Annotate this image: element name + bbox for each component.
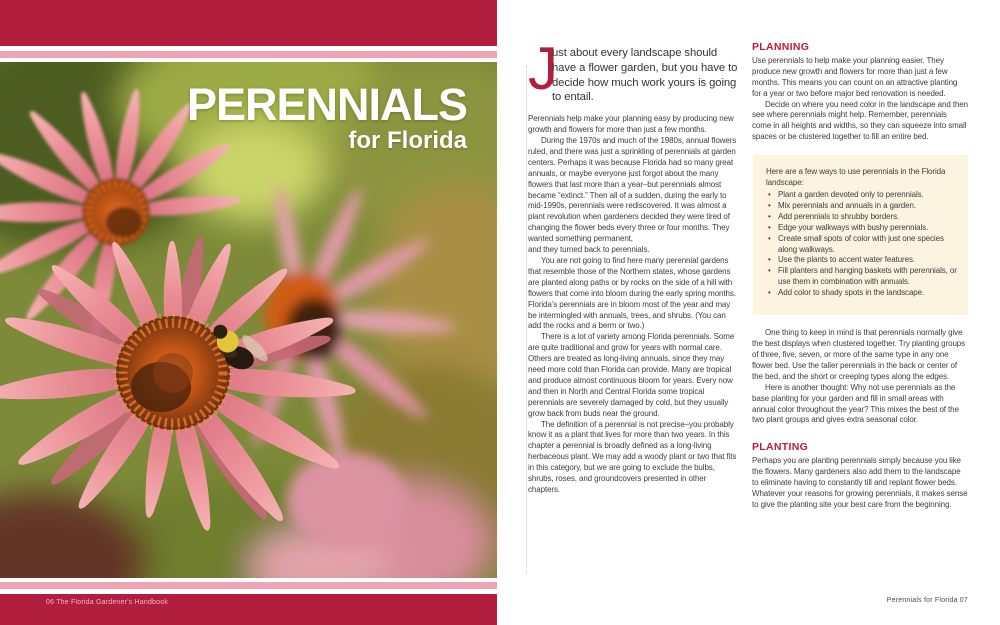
intro-text: ust about every landscape should have a flower garden, but you have to decide how much work yours is going to entail.	[552, 47, 738, 104]
chapter-subtitle: for Florida	[348, 127, 467, 154]
list-item: • Fill planters and hanging baskets with perennials, or use them in combination with annuals.	[766, 266, 958, 288]
top-pink-stripe	[0, 51, 497, 58]
paragraph: During the 1970s and much of the 1980s, annual flowers ruled, and there was just a sprinkling of perennials at garden centers. Perhaps it was because Florida had so many great annuals, or maybe everyone just forgot about the many flowers that last more than a year–but perennials almost became “extinct.” Then all of a sudden, during the early to mid-1990s, perennials were rediscovered. It was almost a plant revolution when gardeners decided they were tired of changing the flower beds every three or four months. They wanted something permanent,	[528, 136, 737, 244]
bottom-pink-stripe	[0, 582, 497, 589]
left-page	[0, 0, 497, 625]
cover-photo	[0, 62, 497, 578]
top-red-banner	[0, 0, 497, 46]
perennial-uses-box	[753, 155, 968, 315]
paragraph: You are not going to find here many perennial gardens that resemble those of the Northern states, whose gardens are planted along paths or by rocks on the side of a hill with flowers that come into bloom during the early spring months. Florida’s perennials are in bloom most of the year and may be intermingled with annuals, trees, and shrubs. (You can add the rocks and a berm or two.)	[528, 255, 736, 331]
paragraph: One thing to keep in mind is that perennials normally give the best displays when clustered together. Try planting groups of three, five, seven, or more of the same type in any one flower bed. Use the taller perennials in the back or center of the bed, and the short or creeping types along the edges.	[752, 328, 966, 381]
paragraph: and they turned back to perennials.	[528, 245, 650, 255]
paragraph: Decide on where you need color in the landscape and then see where perennials might help. Remember, perennials come in all heights and widths, so they can squeeze into small spaces or be clustered together to fill an entire bed.	[752, 99, 968, 142]
drop-cap: J	[528, 45, 558, 102]
paragraph: Perennials help make your planning easy by producing new growth and flowers for more than just a few months.	[528, 114, 734, 135]
list-item: • Plant a garden devoted only to perennials.	[766, 190, 958, 201]
perennial-uses-list	[766, 190, 958, 299]
planting-heading: PLANTING	[752, 441, 809, 454]
list-item: • Add color to shady spots in the landscape.	[766, 288, 958, 299]
chapter-title: PERENNIALS	[186, 79, 467, 130]
list-item: • Use the plants to accent water features.	[766, 255, 958, 266]
list-item: • Add perennials to shrubby borders.	[766, 212, 958, 223]
paragraph: Perhaps you are planting perennials simply because you like the flowers. Many gardeners also add them to the landscape to eliminate having to constantly till and replant flower beds. Whatever your reasons for growing perennials, it makes sense to give the planting site your best care from the beginning.	[752, 456, 968, 509]
chapter-title-block	[186, 79, 467, 154]
paragraph: The definition of a perennial is not precise–you probably know it as a plant that lives for more than two years. In this chapter a perennial is broadly defined as a long-living herbaceous plant. We may add a woody plant or two that fits in this category, but we are going to exclude the bulbs, shrubs, roses, and groundcovers presented in other chapters.	[528, 419, 737, 494]
left-page-folio: 06 The Florida Gardener's Handbook	[46, 599, 169, 606]
list-item: • Mix perennials and annuals in a garden.	[766, 201, 958, 212]
planning-heading: PLANNING	[752, 42, 810, 53]
list-item: • Edge your walkways with bushy perennials.	[766, 223, 958, 234]
body-column-left	[528, 45, 738, 580]
box-intro: Here are a few ways to use perennials in the Florida landscape:	[766, 167, 946, 188]
intro-paragraph	[528, 45, 738, 105]
paragraph: Use perennials to help make your planning easier. They produce new growth and flowers for more than just a few months. This means you can count on an attractive planting for a year or two before major bed renovation is needed.	[752, 55, 958, 98]
right-page-folio: Perennials for Florida 07	[886, 597, 968, 604]
paragraph: Here is another thought: Why not use perennials as the base planting for your garden and fill in small areas with annual color throughout the year? This mixes the best of the two plant groups and gives extra seasonal color.	[752, 382, 959, 425]
body-column-right	[752, 42, 968, 577]
paragraph: There is a lot of variety among Florida perennials. Some are quite traditional and grow for years with normal care. Others are treated as long-living annuals, since they may need more cold than Florida can provide. Many are tropical and produce almost continuous bloom for years. Every now and then in North and Central Florida some tropical perennials are severely damaged by cold, but they usually grow back from buds near the ground.	[528, 332, 735, 418]
page-fold-mark	[526, 66, 527, 574]
list-item: • Create small spots of color with just one species along walkways.	[766, 234, 958, 256]
